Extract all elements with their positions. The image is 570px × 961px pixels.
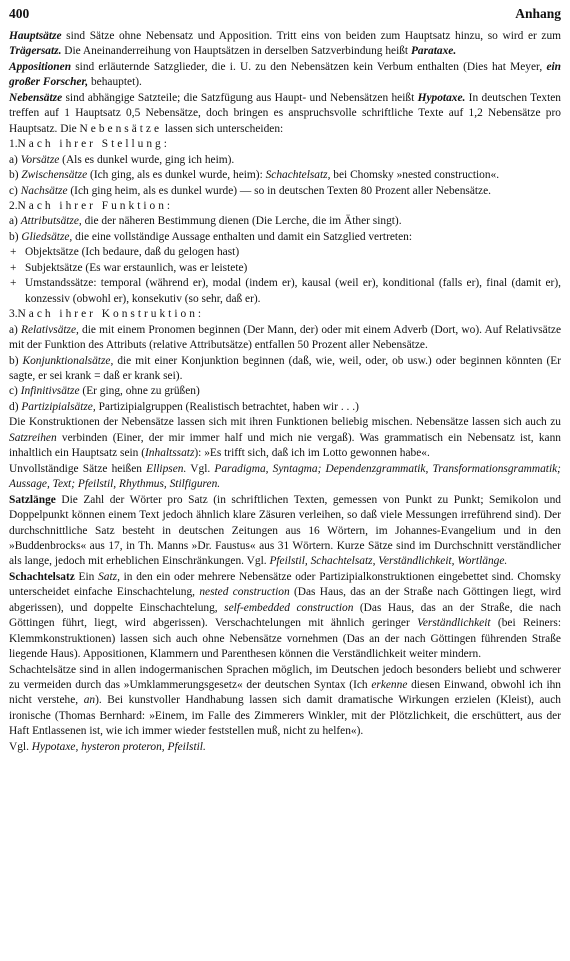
item-attributsaetze	[9, 214, 561, 229]
text: Die Zahl der Wörter pro Satz (in schriftlichen Texten, gemessen von Punkt zu Punkt; Semikolon und Doppelpunkt können einem Text jedoch ähnlich klare Zäsuren verleihen, so daß viele Messungen irreführend sind). Der durchschnittliche Satz besteht in deutschen Zeitungen aus 16 Wörtern, im Johannes-Evangelium und in den »Buddenbrocks« aus 17, in Th. Manns »Dr. Faustus« aus 31 Wörtern. Kurze Sätze sind im Durchschnitt verständlicher als lange, jedoch mit erheblichen Einschränkungen. Vgl.	[9, 493, 561, 568]
term-nebensaetze: Nebensätze	[9, 91, 63, 104]
text: diesen Einwand, obwohl ich ihn nicht verstehe,	[9, 679, 561, 707]
heading-konstruktion	[9, 307, 561, 322]
paragraph-schachtelsaetze	[9, 663, 561, 740]
text: In deutschen Texten treffen auf 1 Hauptsatz 0,5 Nebensätze, doch bringen es anspruchsvolle schriftliche Texte auf 1,2 Nebensätze pro Hauptsatz. Die	[9, 91, 561, 135]
list-item-text: Objektsätze (Ich bedaure, daß du gelogen hast)	[25, 246, 240, 259]
paragraph-vgl	[9, 740, 561, 755]
text: Die Aneinanderreihung von Hauptsätzen in derselben Satzverbindung heißt	[61, 45, 411, 58]
term-vorsaetze: Vorsätze	[20, 153, 60, 166]
item-vorsaetze	[9, 153, 561, 168]
page-number: 400	[9, 6, 30, 21]
text: Schachtelsätze sind in allen indogermanischen Sprachen möglich, im Deutschen jedoch besonders beliebt und schwerer zu vermeiden durch das »Umklammerungsgesetz« der deutschen Syntax (Ich	[9, 663, 561, 692]
item-relativsaetze	[9, 323, 561, 354]
item-partizipialsaetze	[9, 400, 561, 415]
cross-references: Paradigma, Syntagma; Dependenzgrammatik, Transformationsgrammatik; Aussage, Text; Pfeilstil, Rhythmus, Stilfiguren.	[9, 462, 561, 491]
text: Vgl.	[186, 462, 215, 475]
example-forscher: ein großer Forscher,	[9, 60, 561, 89]
entry-headword: Satzlänge	[9, 493, 56, 506]
text: (Ich ging, als es dunkel wurde, heim):	[87, 169, 266, 182]
plus-bullet: +	[10, 246, 17, 259]
text: (Als es dunkel wurde, ging ich heim).	[59, 153, 235, 166]
text: verbinden (Einer, der mir immer half und mich nie vergaß). Was grammatisch ein Nebensatz ist, kann inhaltlich ein Hauptsatz sein (	[9, 431, 561, 460]
plus-bullet: +	[10, 261, 17, 274]
item-label: a)	[9, 323, 21, 336]
item-label: a)	[9, 215, 21, 228]
term-self-embedded: self-embedded construction	[224, 601, 354, 614]
text: (Das Haus, das an der Straße, die nach Göttingen führt, liegt, wird abgerissen). Verschachtelungen mit ähnlich geringer	[9, 601, 561, 630]
text: die mit einem Pronomen beginnen (Der Mann, der) oder mit einem Adverb (Dort, wo). Auf Relativsätze mit der Funktion des Attributs (relative Attributsätze) entfallen 50 Prozent aller Nebensätze.	[9, 323, 561, 352]
text: ). Bei kunstvoller Handhabung lassen sich damit dramatische Wirkungen erzielen (Kleist), auch ironische (Thomas Bernhard: »Einem, im Falle des Zimmerers Winkler, mit der Plötzlichkeit, die erschüttert, aus der Haft Entlassenen ist, wie ich immer wieder feststellen muß, nicht zu helfen«).	[9, 694, 561, 738]
text: die eine vollständige Aussage enthalten und damit ein Satzglied vertreten:	[72, 230, 413, 243]
heading-number: 1.	[9, 138, 18, 151]
text: Ein	[74, 570, 99, 583]
text: Partizipialgruppen (Realistisch betrachtet, haben wir . . .)	[95, 400, 359, 413]
entry-satzlaenge	[9, 493, 561, 570]
text: Die Konstruktionen der Nebensätze lassen sich mit ihren Funktionen beliebig mischen. Nebensätze lassen sich auch zu	[9, 416, 561, 429]
term-ellipsen: Ellipsen.	[146, 462, 187, 475]
term-parataxe: Parataxe.	[410, 45, 457, 58]
text: in den ein oder mehrere Nebensätze oder Partizipialkonstruktionen eingebettet sind. Chomsky unterscheidet einfache Einschachtelung,	[9, 570, 561, 599]
paragraph-hauptsaetze	[9, 29, 561, 60]
text: Vgl.	[9, 740, 32, 753]
cross-references: Pfeilstil, Schachtelsatz, Verständlichkeit, Wortlänge.	[269, 555, 508, 568]
term-inhaltssatz: Inhaltssatz	[145, 447, 195, 460]
text: die mit einer Konjunktion beginnen (daß, wie, weil, oder, ob usw.) oder beginnen könnten (Er sagte, er sei krank = daß er krank sei).	[9, 354, 561, 382]
term-verstaendlichkeit: Verständlichkeit	[417, 617, 491, 630]
example-an: an	[83, 694, 96, 707]
paragraph-nebensaetze	[9, 91, 561, 137]
page-body	[9, 29, 561, 755]
item-label: b)	[9, 354, 23, 367]
term-infinitivsaetze: Infinitivsätze	[20, 385, 80, 398]
heading-stellung	[9, 137, 561, 152]
list-item-objektsaetze	[9, 245, 561, 260]
heading-funktion	[9, 199, 561, 214]
section-title: Anhang	[515, 6, 561, 21]
heading-number: 3.	[9, 308, 18, 321]
text: sind Sätze ohne Nebensatz und Apposition. Tritt eins von beiden zum Hauptsatz hinzu, so wird er zum	[61, 30, 561, 42]
term-appositionen: Appositionen	[9, 60, 72, 73]
text: sind erläuternde Satzglieder, die i. U. zu den Nebensätzen kein Verbum enthalten (Dies hat Meyer,	[71, 60, 547, 73]
text: lassen sich unterscheiden:	[162, 122, 284, 135]
term-konjunktionalsaetze: Konjunktionalsätze,	[22, 354, 114, 367]
term-nested-construction: nested construction	[199, 586, 290, 599]
cross-references: Hypotaxe, hysteron proteron, Pfeilstil.	[31, 740, 206, 753]
item-label: c)	[9, 184, 21, 197]
text: (Er ging, ohne zu grüßen)	[79, 385, 200, 398]
term-nachsaetze: Nachsätze	[20, 184, 68, 197]
entry-headword: Schachtelsatz	[9, 570, 75, 583]
item-label: b)	[9, 169, 22, 182]
item-label: b)	[9, 230, 22, 243]
paragraph-appositionen	[9, 60, 561, 91]
list-item-umstandssaetze	[9, 276, 561, 307]
item-label: c)	[9, 385, 21, 398]
item-gliedsaetze	[9, 230, 561, 245]
text: (Das Haus, das an der Straße nach Göttingen liegt, wird abgerissen), und doppelte Einschachtelung,	[9, 586, 561, 614]
term-zwischensaetze: Zwischensätze	[21, 169, 88, 182]
plus-bullet: +	[10, 277, 17, 290]
list-item-text: Umstandssätze: temporal (während er), modal (indem er), kausal (weil er), konditional (falls er), final (damit er), konzessiv (obwohl er), konsekutiv (so sehr, daß er).	[25, 277, 561, 305]
running-header	[9, 6, 561, 26]
paragraph-ellipsen	[9, 462, 561, 493]
term-relativsaetze: Relativsätze,	[21, 323, 79, 336]
text: sind abhängige Satzteile; die Satzfügung aus Haupt- und Nebensätzen heißt	[62, 91, 418, 104]
list-item-subjektsaetze	[9, 261, 561, 276]
text: (Ich ging heim, als es dunkel wurde) — so in deutschen Texten 80 Prozent aller Nebensätze.	[67, 184, 492, 197]
paragraph-konstruktionen	[9, 415, 561, 461]
term-satzreihen: Satzreihen	[9, 431, 57, 444]
heading-label: Nach ihrer Konstruktion:	[17, 308, 205, 321]
text: (bei Reiners: Klemmkonstruktionen) lassen sich auch ohne Nebensätze vornehmen (Das an der nach Göttingen führenden Straße liegende Haus). Appositionen, Klammern und Parenthesen können die Verständlichkeit weiter mindern.	[9, 617, 561, 661]
term-traegersatz: Trägersatz.	[9, 45, 62, 58]
heading-label: Nach ihrer Stellung:	[17, 138, 170, 151]
term-schachtelsatz: Schachtelsatz,	[265, 169, 331, 182]
item-nachsaetze	[9, 184, 561, 199]
item-zwischensaetze	[9, 168, 561, 183]
entry-schachtelsatz	[9, 570, 561, 663]
item-infinitivsaetze	[9, 384, 561, 399]
example-erkenne: erkenne	[371, 679, 408, 692]
text: bei Chomsky »nested construction«.	[330, 169, 500, 182]
term-partizipialsaetze: Partizipialsätze,	[21, 400, 96, 413]
item-konjunktionalsaetze	[9, 354, 561, 385]
term-hypotaxe: Hypotaxe.	[417, 91, 466, 104]
term-satz: Satz,	[98, 570, 120, 583]
item-label: d)	[9, 400, 22, 413]
term-attributsaetze: Attributsätze,	[20, 215, 82, 228]
spaced-nebensaetze: Nebensätze	[79, 122, 163, 135]
list-item-text: Subjektsätze (Es war erstaunlich, was er leistete)	[25, 261, 248, 274]
text: behauptet).	[88, 76, 142, 89]
text: die der näheren Bestimmung dienen (Die Lerche, die im Äther singt).	[81, 215, 402, 228]
text: ): »Es trifft sich, daß ich im Lotto gewonnen habe«.	[194, 447, 430, 460]
term-hauptsaetze: Hauptsätze	[9, 30, 62, 42]
heading-number: 2.	[9, 199, 18, 212]
text: Unvollständige Sätze heißen	[9, 462, 147, 475]
item-label: a)	[9, 153, 21, 166]
heading-label: Nach ihrer Funktion:	[17, 199, 174, 212]
term-gliedsaetze: Gliedsätze,	[21, 230, 73, 243]
